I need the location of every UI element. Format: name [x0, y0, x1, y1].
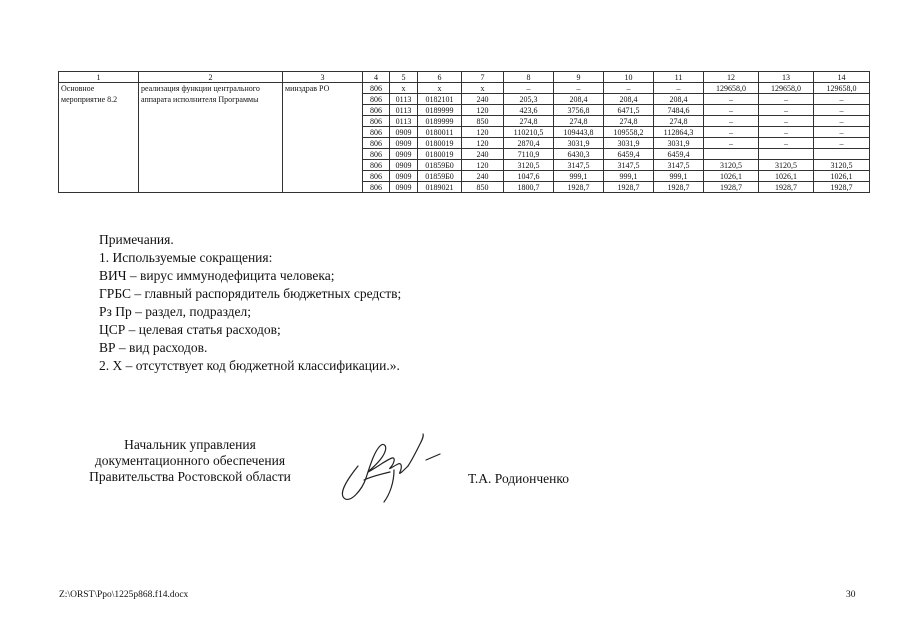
table-cell: 208,4: [554, 94, 604, 105]
header-cell: 6: [418, 72, 462, 83]
table-cell: 806: [363, 160, 390, 171]
table-cell: 1928,7: [654, 182, 704, 193]
notes-line: 2. Х – отсутствует код бюджетной классификации.».: [99, 358, 400, 373]
table-cell: –: [759, 127, 814, 138]
table-cell: –: [814, 116, 870, 127]
table-cell: –: [814, 94, 870, 105]
table-cell: 0909: [390, 160, 418, 171]
table-cell: 0909: [390, 138, 418, 149]
header-cell: 10: [604, 72, 654, 83]
table-header-row: [59, 72, 870, 83]
table-cell: –: [759, 116, 814, 127]
notes-line: ВР – вид расходов.: [99, 340, 208, 355]
table-cell: –: [704, 105, 759, 116]
table-cell: 129658,0: [814, 83, 870, 94]
table-cell: –: [554, 83, 604, 94]
table-cell: 3147,5: [654, 160, 704, 171]
table-cell: 1026,1: [759, 171, 814, 182]
header-cell: 9: [554, 72, 604, 83]
table-cell: 3031,9: [654, 138, 704, 149]
table-cell: 0182101: [418, 94, 462, 105]
table-cell: –: [704, 116, 759, 127]
description-cell: реализация функции центрального аппарата исполнителя Программы: [139, 83, 283, 193]
measure-cell: Основное мероприятие 8.2: [59, 83, 139, 193]
table-cell: 7484,6: [654, 105, 704, 116]
table-cell: –: [654, 83, 704, 94]
table-cell: –: [704, 127, 759, 138]
table-cell: 806: [363, 94, 390, 105]
table-cell: 0189999: [418, 116, 462, 127]
table-cell: –: [759, 105, 814, 116]
table-cell: 0909: [390, 127, 418, 138]
table-cell: 240: [462, 149, 504, 160]
table-cell: 1928,7: [704, 182, 759, 193]
table-cell: 0909: [390, 171, 418, 182]
table-cell: 6459,4: [604, 149, 654, 160]
table-cell: 110210,5: [504, 127, 554, 138]
signatory-position: [60, 437, 320, 485]
notes-line: ВИЧ – вирус иммунодефицита человека;: [99, 268, 335, 283]
table-cell: [704, 149, 759, 160]
table-cell: 208,4: [654, 94, 704, 105]
table-cell: 129658,0: [759, 83, 814, 94]
table-cell: 850: [462, 116, 504, 127]
table-cell: 274,8: [604, 116, 654, 127]
table-cell: 0180019: [418, 149, 462, 160]
table-cell: х: [390, 83, 418, 94]
table-cell: 1928,7: [814, 182, 870, 193]
table-cell: 806: [363, 83, 390, 94]
table-cell: 806: [363, 149, 390, 160]
table-cell: 274,8: [654, 116, 704, 127]
header-cell: 1: [59, 72, 139, 83]
table-cell: 129658,0: [704, 83, 759, 94]
table-cell: 0113: [390, 116, 418, 127]
table-cell: [814, 149, 870, 160]
table-cell: 1026,1: [704, 171, 759, 182]
table-cell: 999,1: [604, 171, 654, 182]
table-cell: 806: [363, 171, 390, 182]
table-cell: 7110,9: [504, 149, 554, 160]
page-number: 30: [846, 590, 856, 600]
table-cell: 0180011: [418, 127, 462, 138]
table-cell: 0189021: [418, 182, 462, 193]
table-cell: –: [759, 138, 814, 149]
table-cell: 0113: [390, 94, 418, 105]
table-cell: 0909: [390, 182, 418, 193]
table-cell: 850: [462, 182, 504, 193]
table-cell: 6459,4: [654, 149, 704, 160]
budget-table-body: [59, 72, 870, 193]
signatory-position-line: Начальник управления: [124, 437, 256, 452]
table-cell: 0189999: [418, 105, 462, 116]
file-path: Z:\ORST\Ppo\1225p868.f14.docx: [59, 590, 189, 600]
table-cell: –: [759, 94, 814, 105]
table-cell: –: [504, 83, 554, 94]
table-cell: –: [604, 83, 654, 94]
table-cell: 0113: [390, 105, 418, 116]
table-cell: –: [704, 94, 759, 105]
table-cell: 806: [363, 105, 390, 116]
table-cell: 1928,7: [759, 182, 814, 193]
table-cell: 3031,9: [554, 138, 604, 149]
table-cell: 109558,2: [604, 127, 654, 138]
table-cell: –: [704, 138, 759, 149]
table-cell: 274,8: [504, 116, 554, 127]
table-cell: 0909: [390, 149, 418, 160]
table-cell: 423,6: [504, 105, 554, 116]
handwritten-signature: [328, 430, 446, 508]
signatory-position-line: документационного обеспечения: [94, 453, 286, 468]
table-cell: –: [814, 138, 870, 149]
table-cell: 01859Б0: [418, 160, 462, 171]
table-cell: 274,8: [554, 116, 604, 127]
table-cell: 1928,7: [604, 182, 654, 193]
table-cell: 1047,6: [504, 171, 554, 182]
header-cell: 5: [390, 72, 418, 83]
table-cell: 109443,8: [554, 127, 604, 138]
header-cell: 14: [814, 72, 870, 83]
table-cell: 0180019: [418, 138, 462, 149]
table-cell: 3031,9: [604, 138, 654, 149]
header-cell: 13: [759, 72, 814, 83]
table-cell: 3147,5: [604, 160, 654, 171]
table-cell: 806: [363, 182, 390, 193]
table-cell: 1800,7: [504, 182, 554, 193]
budget-table: [58, 71, 870, 193]
table-cell: 2870,4: [504, 138, 554, 149]
header-cell: 11: [654, 72, 704, 83]
header-cell: 2: [139, 72, 283, 83]
table-cell: 3756,8: [554, 105, 604, 116]
header-cell: 4: [363, 72, 390, 83]
table-cell: 3120,5: [814, 160, 870, 171]
table-cell: 120: [462, 160, 504, 171]
header-cell: 3: [283, 72, 363, 83]
table-cell: 120: [462, 127, 504, 138]
table-row: [59, 83, 870, 94]
table-cell: 6471,5: [604, 105, 654, 116]
table-cell: 1026,1: [814, 171, 870, 182]
table-cell: 112864,3: [654, 127, 704, 138]
table-cell: –: [814, 127, 870, 138]
header-cell: 7: [462, 72, 504, 83]
table-cell: 999,1: [654, 171, 704, 182]
notes-line: 1. Используемые сокращения:: [99, 250, 273, 265]
header-cell: 8: [504, 72, 554, 83]
table-cell: 3120,5: [504, 160, 554, 171]
signatory-position-line: Правительства Ростовской области: [89, 469, 291, 484]
table-cell: 120: [462, 138, 504, 149]
table-cell: 3120,5: [704, 160, 759, 171]
header-cell: 12: [704, 72, 759, 83]
notes-line: Рз Пр – раздел, подраздел;: [99, 304, 252, 319]
table-cell: х: [462, 83, 504, 94]
notes-line: ЦСР – целевая статья расходов;: [99, 322, 281, 337]
table-cell: 01859Б0: [418, 171, 462, 182]
table-cell: 205,3: [504, 94, 554, 105]
table-cell: 806: [363, 127, 390, 138]
table-cell: 3147,5: [554, 160, 604, 171]
table-cell: 240: [462, 94, 504, 105]
table-cell: 208,4: [604, 94, 654, 105]
table-cell: 999,1: [554, 171, 604, 182]
table-cell: 240: [462, 171, 504, 182]
table-cell: 806: [363, 116, 390, 127]
table-cell: 1928,7: [554, 182, 604, 193]
table-cell: 3120,5: [759, 160, 814, 171]
notes-block: [99, 231, 401, 375]
table-cell: [759, 149, 814, 160]
table-cell: –: [814, 105, 870, 116]
table-cell: 806: [363, 138, 390, 149]
signatory-name: Т.А. Родионченко: [468, 471, 569, 486]
table-cell: 6430,3: [554, 149, 604, 160]
notes-line: Примечания.: [99, 232, 174, 247]
table-cell: х: [418, 83, 462, 94]
executor-cell: минздрав РО: [283, 83, 363, 193]
table-cell: 120: [462, 105, 504, 116]
notes-line: ГРБС – главный распорядитель бюджетных средств;: [99, 286, 402, 301]
